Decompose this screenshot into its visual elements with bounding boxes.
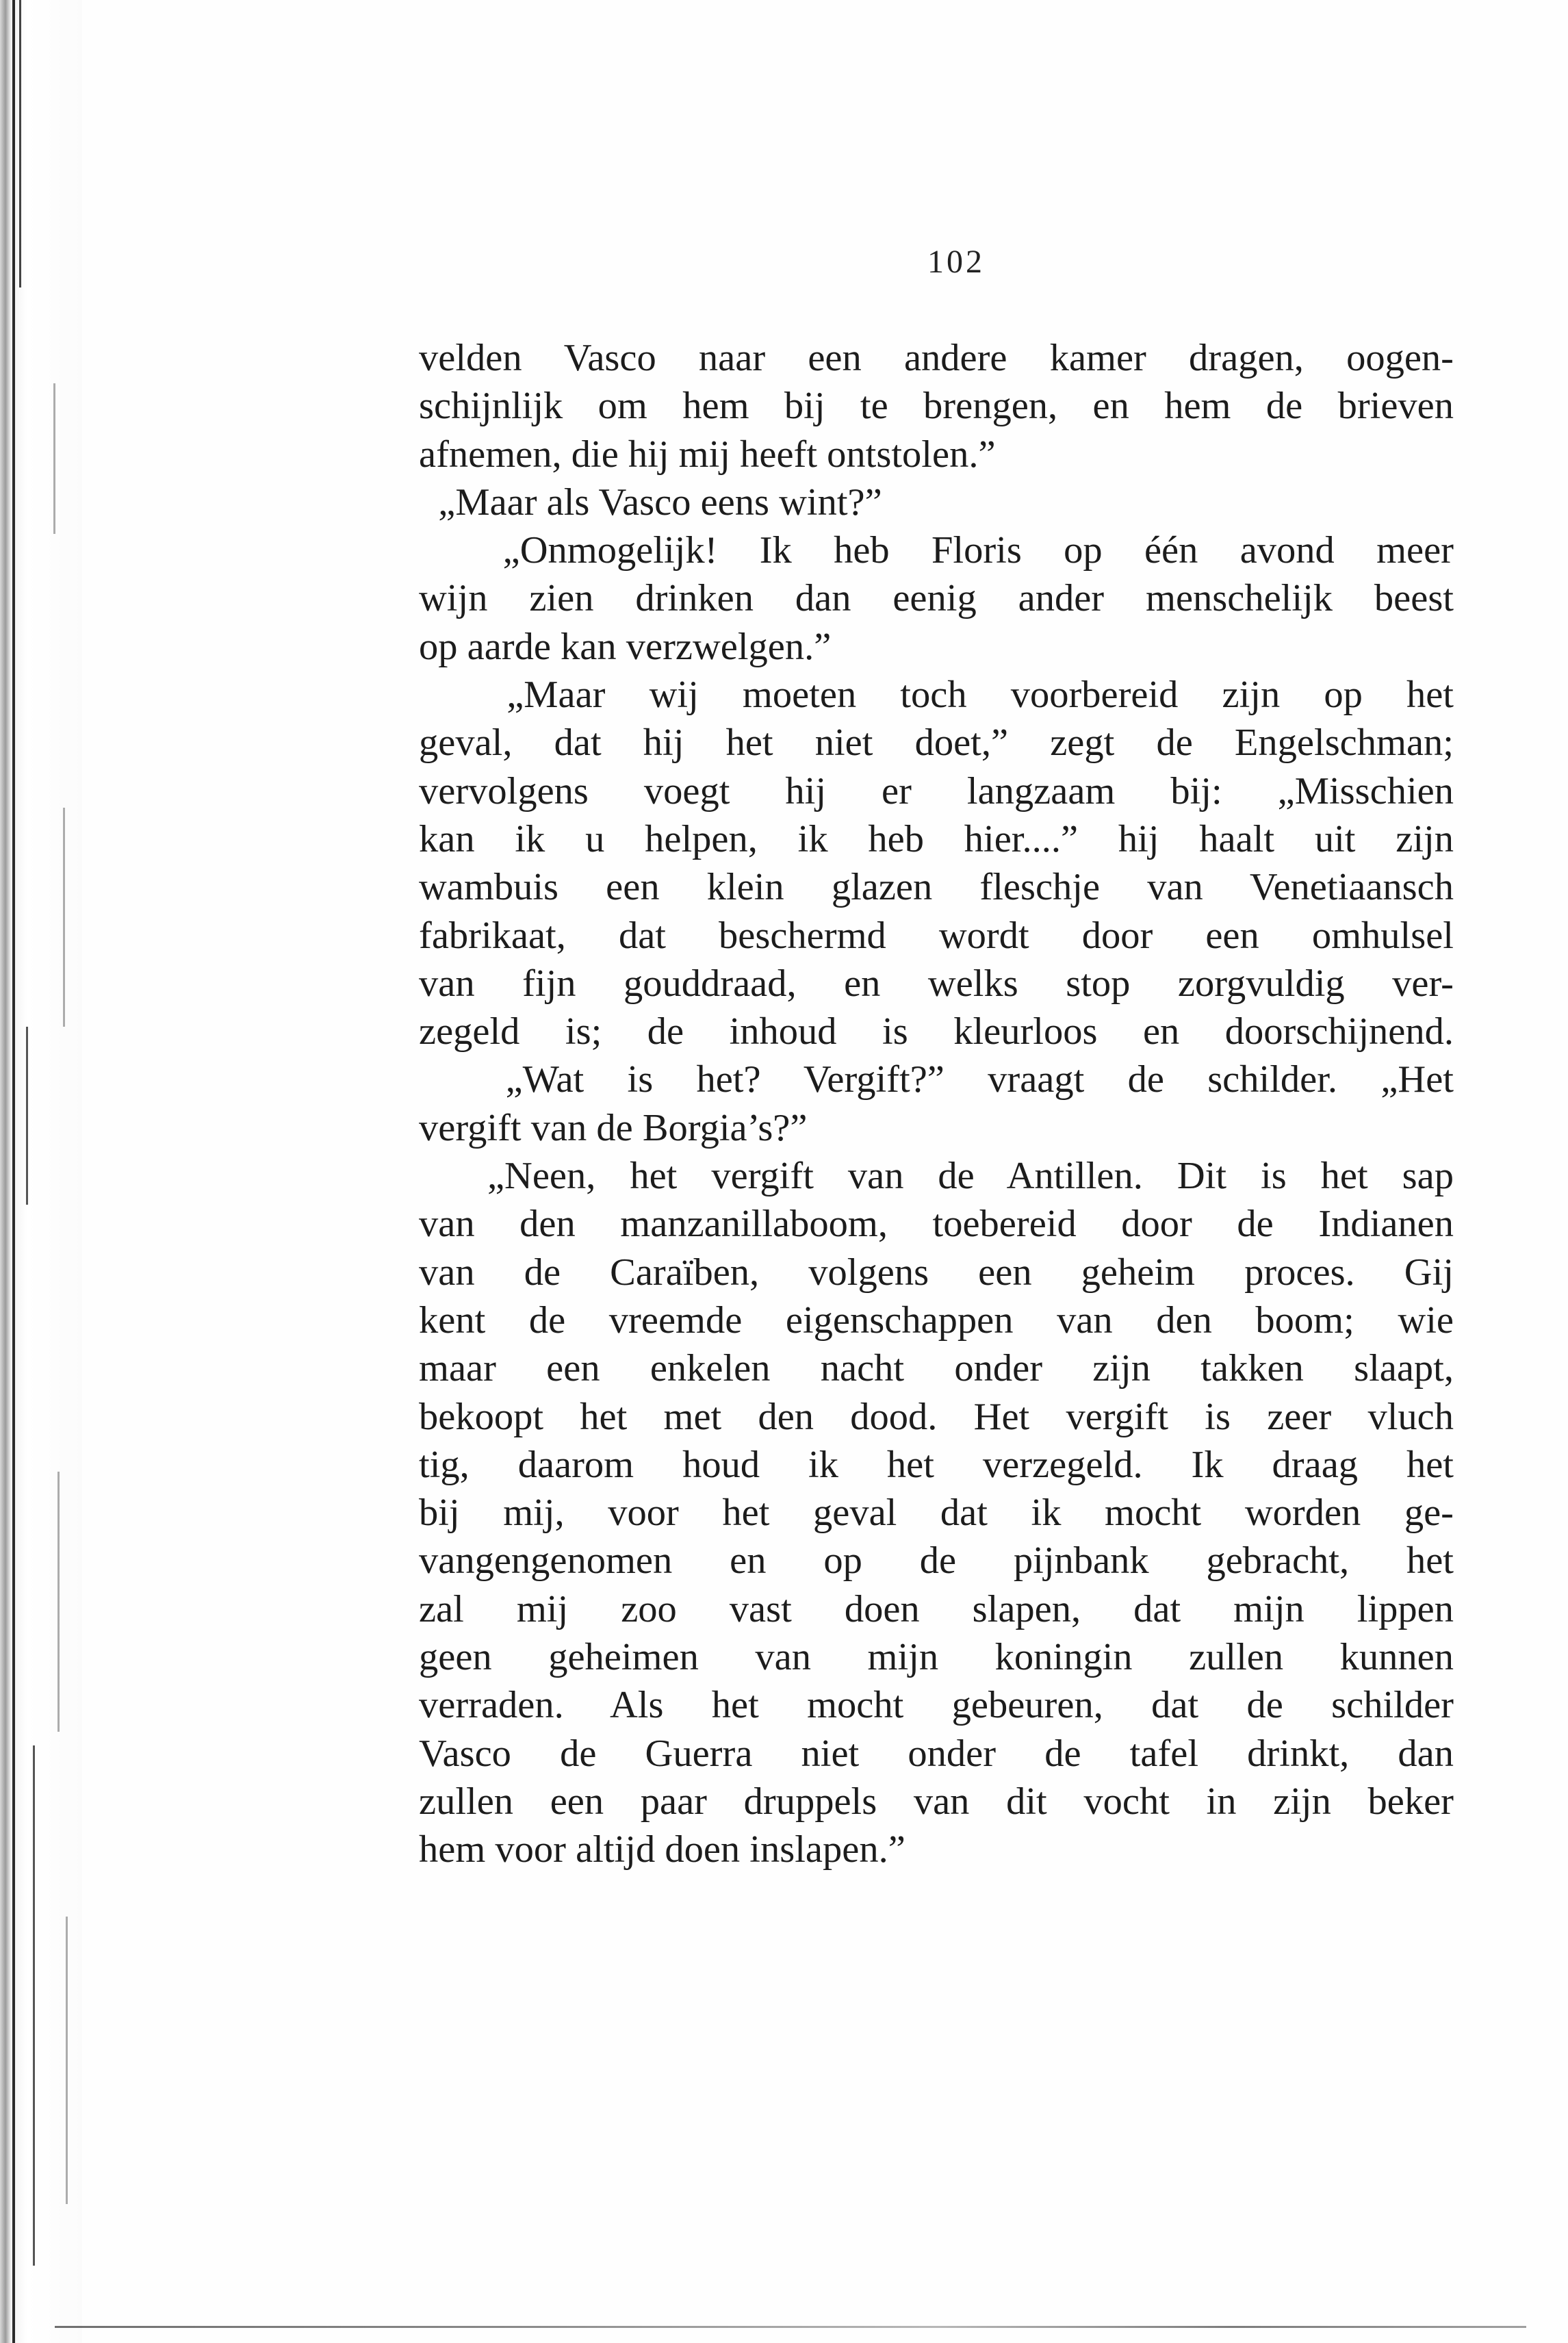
text-line: schijnlijk om hem bij te brengen, en hem de brieven <box>419 385 1454 428</box>
body-text <box>419 334 1454 1874</box>
scan-speck <box>57 1472 60 1732</box>
text-line: maar een enkelen nacht onder zijn takken slaapt, <box>419 1347 1454 1390</box>
text-line: vergift van de Borgia’s?” <box>419 1106 808 1149</box>
scan-speck <box>66 1917 68 2204</box>
text-line: „Neen, het vergift van de Antillen. Dit is het sap <box>419 1155 1454 1198</box>
text-line: van den manzanillaboom, toebereid door de Indianen <box>419 1203 1454 1246</box>
text-line: Vasco de Guerra niet onder de tafel drinkt, dan <box>419 1732 1454 1775</box>
text-line: „Maar wij moeten toch voorbereid zijn op het <box>419 674 1454 717</box>
text-line: afnemen, die hij mij heeft ontstolen.” <box>419 433 996 476</box>
text-line: bekoopt het met den dood. Het vergift is zeer vluch <box>419 1395 1454 1438</box>
text-line: zullen een paar druppels van dit vocht in zijn beker <box>419 1780 1454 1823</box>
text-line: van fijn gouddraad, en welks stop zorgvuldig ver- <box>419 962 1454 1005</box>
page-number: 102 <box>927 244 985 280</box>
text-line: „Onmogelijk! Ik heb Floris op één avond meer <box>419 529 1454 572</box>
binding-shadow-line <box>12 0 15 2343</box>
binding-shadow-line <box>33 1745 35 2266</box>
text-line: verraden. Als het mocht gebeuren, dat de schilder <box>419 1684 1454 1727</box>
text-line: bij mij, voor het geval dat ik mocht worden ge- <box>419 1491 1454 1535</box>
scan-bottom-edge <box>55 2326 1526 2328</box>
text-line: kan ik u helpen, ik heb hier....” hij haalt uit zijn <box>419 817 1454 860</box>
text-line: velden Vasco naar een andere kamer dragen, oogen- <box>419 337 1454 379</box>
scan-speck <box>53 383 55 534</box>
text-line: geval, dat hij het niet doet,” zegt de Engelschman; <box>419 721 1454 765</box>
text-line: geen geheimen van mijn koningin zullen kunnen <box>419 1636 1454 1679</box>
scan-speck <box>63 808 65 1027</box>
text-line: hem voor altijd doen inslapen.” <box>419 1828 905 1871</box>
binding-shadow-line <box>19 0 21 287</box>
text-line: tig, daarom houd ik het verzegeld. Ik draag het <box>419 1443 1454 1486</box>
binding-shadow-line <box>26 1027 28 1205</box>
text-line: vangengenomen en op de pijnbank gebracht, het <box>419 1539 1454 1583</box>
text-line: wambuis een klein glazen fleschje van Venetiaansch <box>419 866 1454 909</box>
text-line: zal mij zoo vast doen slapen, dat mijn lippen <box>419 1587 1454 1630</box>
text-line: fabrikaat, dat beschermd wordt door een omhulsel <box>419 914 1454 957</box>
text-line: zegeld is; de inhoud is kleurloos en doorschijnend. <box>419 1010 1454 1053</box>
text-line: kent de vreemde eigenschappen van den boom; wie <box>419 1298 1454 1342</box>
text-line: wijn zien drinken dan eenig ander menschelijk beest <box>419 577 1454 620</box>
text-line: van de Caraïben, volgens een geheim proces. Gij <box>419 1251 1454 1294</box>
text-line: op aarde kan verzwelgen.” <box>419 625 832 668</box>
text-line: „Maar als Vasco eens wint?” <box>419 481 882 524</box>
text-line: vervolgens voegt hij er langzaam bij: „Misschien <box>419 769 1454 812</box>
text-line: „Wat is het? Vergift?” vraagt de schilder. „Het <box>419 1058 1454 1101</box>
